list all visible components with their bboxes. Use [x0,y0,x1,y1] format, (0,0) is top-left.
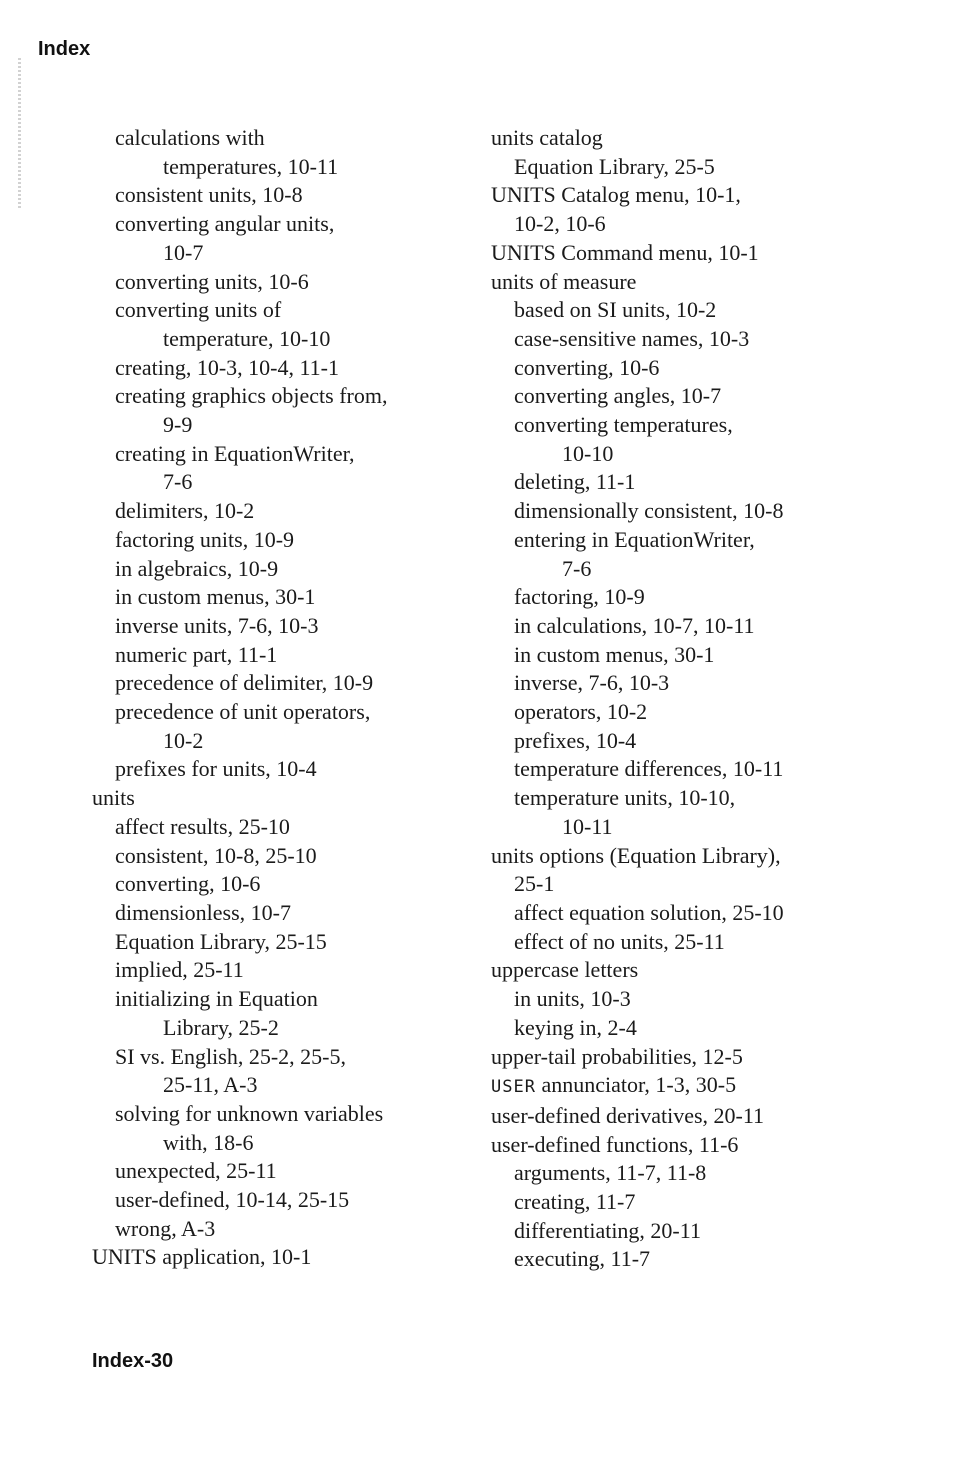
index-entry-text: deleting, 11-1 [514,469,636,495]
index-subentry [92,899,462,928]
index-entry-text: in custom menus, 30-1 [514,641,715,667]
index-entry-text: temperature, 10-10 [163,325,331,351]
index-entry-text: converting temperatures, [514,412,733,438]
index-entry-text: effect of no units, 25-11 [514,928,725,954]
index-subentry [92,210,462,239]
index-subentry [92,1100,462,1129]
index-subentry [491,583,891,612]
index-entry-text: creating graphics objects from, [115,383,388,409]
index-entry-text: 10-10 [562,440,614,466]
index-entry [491,1131,891,1160]
index-entry [491,239,891,268]
index-entry-text: UNITS application, 10-1 [92,1244,312,1270]
index-entry-text: annunciator, 1-3, 30-5 [535,1072,737,1098]
index-entry-text: dimensionless, 10-7 [115,899,291,925]
index-subentry [92,612,462,641]
index-subentry [491,899,891,928]
index-entry-text: dimensionally consistent, 10-8 [514,498,784,524]
index-continuation [491,440,891,469]
index-subentry [92,382,462,411]
index-entry-text: prefixes, 10-4 [514,727,637,753]
index-entry-text: converting angular units, [115,211,335,237]
index-entry-text: differentiating, 20-11 [514,1217,701,1243]
index-subentry [491,784,891,813]
index-entry-text: implied, 25-11 [115,957,244,983]
index-entry-text: user-defined derivatives, 20-11 [491,1102,765,1128]
index-subentry [491,296,891,325]
index-entry-text: precedence of delimiter, 10-9 [115,670,374,696]
index-entry-text: temperature differences, 10-11 [514,756,784,782]
index-subentry [491,985,891,1014]
index-entry-text: 10-7 [163,239,204,265]
index-subentry [491,526,891,555]
index-column-right [491,124,891,1274]
index-subentry [92,181,462,210]
user-annunciator-label: USER [491,1077,536,1098]
index-subentry [491,1014,891,1043]
index-subentry [92,928,462,957]
index-subentry [92,1215,462,1244]
index-subentry [491,698,891,727]
index-subentry [92,583,462,612]
index-entry [92,784,462,813]
index-entry-text: numeric part, 11-1 [115,641,278,667]
index-subentry [92,755,462,784]
index-entry-text: creating, 10-3, 10-4, 11-1 [115,354,340,380]
index-entry-text: affect equation solution, 25-10 [514,899,784,925]
index-entry [491,268,891,297]
index-entry-text: affect results, 25-10 [115,813,290,839]
index-subentry [92,526,462,555]
index-subentry [92,124,462,153]
index-entry-text: Equation Library, 25-15 [115,928,327,954]
index-entry [491,1102,891,1131]
index-entry-text: inverse, 7-6, 10-3 [514,670,670,696]
index-subentry [92,555,462,584]
index-entry-text: user-defined, 10-14, 25-15 [115,1187,350,1213]
index-entry-text: converting angles, 10-7 [514,383,722,409]
index-entry-text: 25-1 [514,871,555,897]
index-entry-text: factoring units, 10-9 [115,526,295,552]
index-entry-text: arguments, 11-7, 11-8 [514,1160,707,1186]
index-entry-text: 10-2, 10-6 [514,211,606,237]
index-entry-text: consistent, 10-8, 25-10 [115,842,317,868]
index-subentry [92,956,462,985]
index-entry-text: wrong, A-3 [115,1215,216,1241]
index-entry-text: with, 18-6 [163,1129,254,1155]
index-entry-text: converting, 10-6 [115,871,261,897]
index-subentry [92,985,462,1014]
index-entry-text: inverse units, 7-6, 10-3 [115,612,319,638]
index-entry-text: unexpected, 25-11 [115,1158,277,1184]
index-subentry [491,411,891,440]
index-entry-text: consistent units, 10-8 [115,182,303,208]
index-entry-text: case-sensitive names, 10-3 [514,325,750,351]
index-entry-text: units [92,785,135,811]
index-entry [491,1043,891,1072]
index-entry-text: based on SI units, 10-2 [514,297,717,323]
index-subentry [491,468,891,497]
index-continuation [92,1014,462,1043]
index-entry [491,181,891,210]
index-entry-text: converting, 10-6 [514,354,660,380]
index-entry-text: creating, 11-7 [514,1189,636,1215]
index-entry-text: UNITS Catalog menu, 10-1, [491,182,741,208]
index-entry [491,842,891,871]
index-subentry [491,928,891,957]
index-subentry [92,354,462,383]
index-entry-text: 25-11, A-3 [163,1072,258,1098]
index-subentry [491,1217,891,1246]
index-continuation [491,813,891,842]
index-subentry [92,440,462,469]
index-subentry [92,268,462,297]
index-subentry [92,842,462,871]
index-continuation [92,153,462,182]
index-subentry [491,612,891,641]
index-continuation [92,468,462,497]
index-entry-text: temperature units, 10-10, [514,785,736,811]
index-subentry [491,1188,891,1217]
index-entry-text: in calculations, 10-7, 10-11 [514,612,755,638]
index-entry-text: SI vs. English, 25-2, 25-5, [115,1043,346,1069]
index-continuation [92,727,462,756]
index-entry [92,1243,462,1272]
index-entry-text: initializing in Equation [115,986,318,1012]
index-subentry [92,296,462,325]
index-entry-text: precedence of unit operators, [115,699,371,725]
index-subentry [92,1043,462,1072]
index-entry-text: keying in, 2-4 [514,1014,637,1040]
index-subentry [92,497,462,526]
index-entry-text: 7-6 [163,469,193,495]
index-subentry [491,669,891,698]
index-entry-text: entering in EquationWriter, [514,526,755,552]
index-entry-text: uppercase letters [491,957,639,983]
index-entry-text: Equation Library, 25-5 [514,153,715,179]
index-subentry [491,153,891,182]
index-entry-text: prefixes for units, 10-4 [115,756,317,782]
index-entry [491,956,891,985]
index-entry-text: 10-11 [562,813,613,839]
index-subentry [92,813,462,842]
index-entry-text: Library, 25-2 [163,1014,279,1040]
index-subentry [92,1157,462,1186]
index-subentry [92,641,462,670]
index-subentry [92,870,462,899]
index-subentry [491,497,891,526]
index-entry-text: upper-tail probabilities, 12-5 [491,1043,743,1069]
index-entry-text: converting units of [115,297,282,323]
index-continuation [92,411,462,440]
page-number: Index-30 [92,1350,174,1372]
index-entry-text: calculations with [115,125,265,150]
scan-edge-mark [18,58,21,208]
index-subentry [491,1245,891,1274]
running-head: Index [38,38,91,60]
index-entry [491,1071,891,1102]
index-entry-text: solving for unknown variables [115,1100,384,1126]
index-entry-text: units of measure [491,268,637,294]
index-subentry [92,669,462,698]
index-entry-text: 10-2 [163,727,204,753]
index-entry-text: factoring, 10-9 [514,584,645,610]
index-entry-text: delimiters, 10-2 [115,498,255,524]
index-subentry [491,325,891,354]
index-subentry [491,1159,891,1188]
index-entry-text: operators, 10-2 [514,699,648,725]
index-entry-text: creating in EquationWriter, [115,440,355,466]
index-continuation [92,239,462,268]
index-entry-text: converting units, 10-6 [115,268,309,294]
index-subentry [491,870,891,899]
index-continuation [92,1071,462,1100]
index-subentry [92,1186,462,1215]
index-subentry [92,698,462,727]
index-subentry [491,382,891,411]
index-entry-text: temperatures, 10-11 [163,153,339,179]
index-entry-text: 9-9 [163,412,193,438]
index-subentry [491,210,891,239]
index-entry [491,124,891,153]
index-entry-text: units options (Equation Library), [491,842,781,868]
index-entry-text: units catalog [491,125,603,150]
index-entry-text: user-defined functions, 11-6 [491,1131,739,1157]
index-subentry [491,354,891,383]
index-subentry [491,755,891,784]
index-subentry [491,727,891,756]
index-entry-text: in custom menus, 30-1 [115,584,316,610]
index-continuation [92,1129,462,1158]
index-continuation [491,555,891,584]
index-column-left [92,124,462,1272]
index-entry-text: executing, 11-7 [514,1246,651,1272]
index-subentry [491,641,891,670]
index-continuation [92,325,462,354]
index-entry-text: in units, 10-3 [514,986,631,1012]
index-entry-text: in algebraics, 10-9 [115,555,279,581]
index-entry-text: 7-6 [562,555,592,581]
index-entry-text: UNITS Command menu, 10-1 [491,239,759,265]
